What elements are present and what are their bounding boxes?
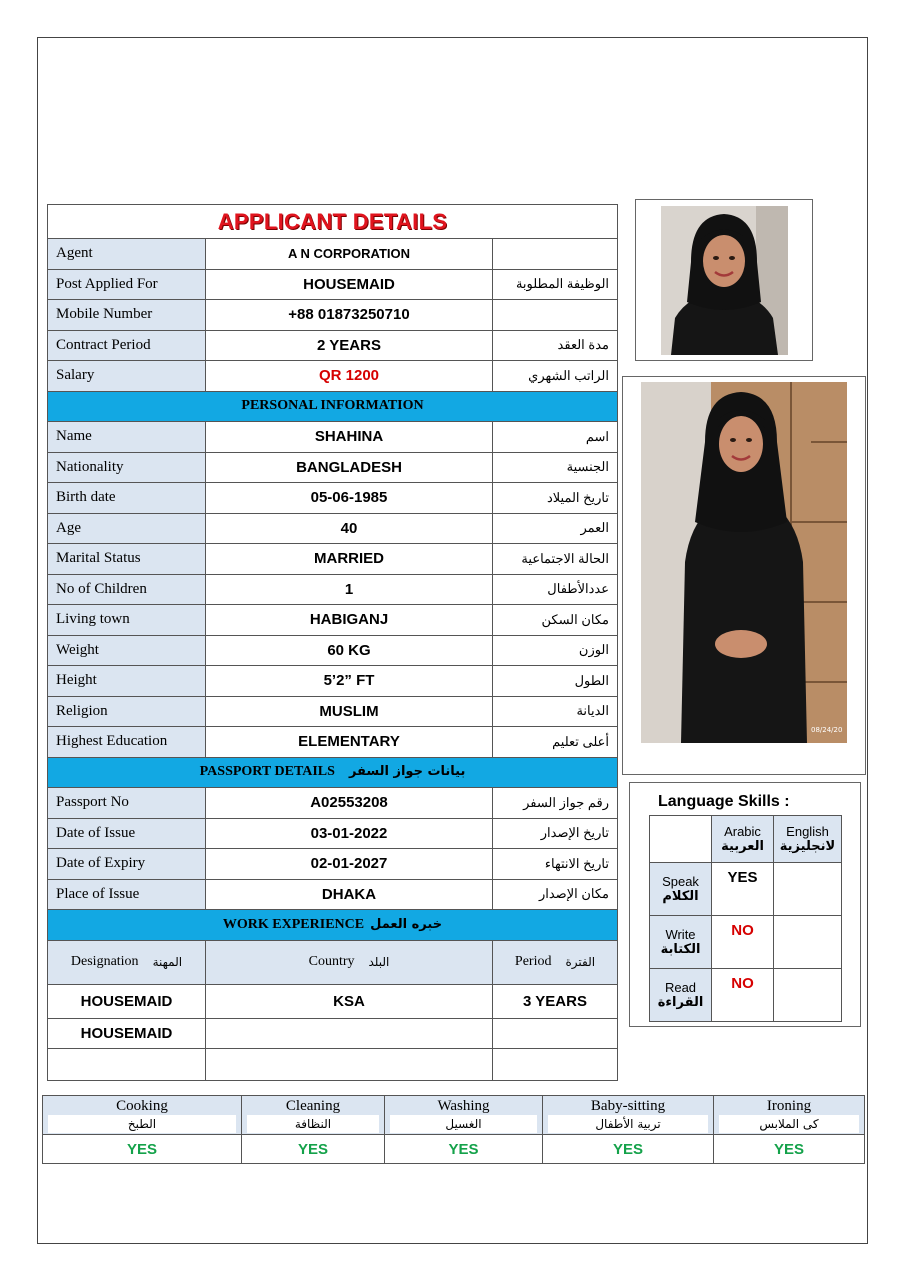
field-value: BANGLADESH (206, 452, 493, 483)
field-arabic: الوظيفة المطلوبة (493, 269, 618, 300)
field-label: Post Applied For (48, 269, 206, 300)
empty-cell (650, 816, 712, 863)
language-row-write (650, 916, 842, 969)
field-value: SHAHINA (206, 422, 493, 453)
row-agent (48, 239, 618, 270)
row-label-en: Write (665, 927, 696, 942)
field-label: Living town (48, 605, 206, 636)
col-label-ar: لانجليزية (779, 839, 836, 854)
skill-label-ar: كى الملابس (719, 1115, 859, 1133)
field-arabic: أعلى تعليم (493, 727, 618, 758)
field-arabic: تاريخ الانتهاء (493, 849, 618, 880)
work-designation (48, 1049, 206, 1081)
row-label-ar: القراءة (657, 995, 704, 1010)
field-arabic: مكان السكن (493, 605, 618, 636)
row-date-of-issue (48, 818, 618, 849)
field-value: 03-01-2022 (206, 818, 493, 849)
speak-english-value (774, 863, 842, 916)
section-work-header (48, 910, 618, 941)
field-label: Highest Education (48, 727, 206, 758)
field-arabic: اسم (493, 422, 618, 453)
read-arabic-value: NO (712, 969, 774, 1022)
field-label: Height (48, 666, 206, 697)
field-arabic: الراتب الشهري (493, 361, 618, 392)
row-post-applied (48, 269, 618, 300)
col-label: Designation (70, 954, 139, 969)
field-label: Passport No (48, 788, 206, 819)
col-label-ar: الفترة (565, 955, 596, 969)
skill-label-ar: الغسيل (390, 1115, 537, 1133)
field-label: Weight (48, 635, 206, 666)
col-country (206, 940, 493, 984)
language-skills-panel (629, 782, 861, 1027)
work-country: KSA (206, 984, 493, 1018)
field-value: ELEMENTARY (206, 727, 493, 758)
row-label (650, 863, 712, 916)
col-english (774, 816, 842, 863)
work-designation: HOUSEMAID (48, 984, 206, 1018)
work-row (48, 984, 618, 1018)
field-value: +88 01873250710 (206, 300, 493, 331)
field-arabic: تاريخ الإصدار (493, 818, 618, 849)
skill-label: Baby-sitting (590, 1098, 666, 1114)
col-designation (48, 940, 206, 984)
field-value: MUSLIM (206, 696, 493, 727)
language-header-row (650, 816, 842, 863)
language-row-speak (650, 863, 842, 916)
skill-label: Cleaning (285, 1098, 341, 1114)
skill-label-ar: تربية الأطفال (548, 1115, 708, 1133)
field-arabic: الحالة الاجتماعية (493, 544, 618, 575)
language-skills-title: Language Skills : (658, 793, 790, 810)
portrait-photo (661, 206, 788, 355)
work-period: 3 YEARS (493, 984, 618, 1018)
skill-label: Washing (437, 1098, 490, 1114)
passport-header-ar: بيانات جواز السفر (348, 764, 466, 780)
work-period (493, 1018, 618, 1049)
work-column-headers (48, 940, 618, 984)
field-value: 5’2” FT (206, 666, 493, 697)
field-label: Contract Period (48, 330, 206, 361)
row-label-ar: الكتابة (660, 942, 701, 957)
write-english-value (774, 916, 842, 969)
field-arabic: العمر (493, 513, 618, 544)
field-value: A N CORPORATION (206, 239, 493, 270)
skill-ironing (714, 1096, 865, 1135)
field-arabic: الوزن (493, 635, 618, 666)
col-label-ar: العربية (721, 839, 764, 854)
field-value: 05-06-1985 (206, 483, 493, 514)
row-name (48, 422, 618, 453)
row-mobile (48, 300, 618, 331)
skill-value: YES (43, 1135, 242, 1164)
work-row (48, 1018, 618, 1049)
field-label: Agent (48, 239, 206, 270)
row-nationality (48, 452, 618, 483)
row-label-en: Speak (662, 874, 699, 889)
speak-arabic-value: YES (712, 863, 774, 916)
skill-value: YES (242, 1135, 385, 1164)
applicant-details-table (47, 204, 618, 1081)
row-label (650, 969, 712, 1022)
section-passport-header (48, 757, 618, 788)
skill-label: Ironing (766, 1098, 812, 1114)
field-label: Mobile Number (48, 300, 206, 331)
section-personal-header: PERSONAL INFORMATION (48, 391, 618, 422)
field-label: Marital Status (48, 544, 206, 575)
work-row (48, 1049, 618, 1081)
row-weight (48, 635, 618, 666)
skill-cooking (43, 1096, 242, 1135)
field-arabic: رقم جواز السفر (493, 788, 618, 819)
skill-label-ar: الطبخ (48, 1115, 236, 1133)
row-place-of-issue (48, 879, 618, 910)
field-value: 60 KG (206, 635, 493, 666)
col-arabic (712, 816, 774, 863)
row-birth-date (48, 483, 618, 514)
work-designation: HOUSEMAID (48, 1018, 206, 1049)
fullbody-photo (641, 382, 847, 743)
row-label-ar: الكلام (662, 889, 699, 904)
col-label: English (786, 824, 829, 839)
row-height (48, 666, 618, 697)
row-age (48, 513, 618, 544)
field-label: Date of Expiry (48, 849, 206, 880)
skills-values-row (43, 1135, 865, 1164)
field-label: Date of Issue (48, 818, 206, 849)
field-value: 1 (206, 574, 493, 605)
field-label: Name (48, 422, 206, 453)
field-arabic (493, 239, 618, 270)
document-title: APPLICANT DETAILS (48, 205, 618, 239)
read-english-value (774, 969, 842, 1022)
skill-value: YES (714, 1135, 865, 1164)
photo-timestamp: 08/24/20 (811, 726, 843, 734)
field-arabic: مكان الإصدار (493, 879, 618, 910)
work-country (206, 1049, 493, 1081)
field-label: Nationality (48, 452, 206, 483)
row-date-of-expiry (48, 849, 618, 880)
col-label: Period (514, 954, 552, 969)
skill-washing (385, 1096, 543, 1135)
field-label: Birth date (48, 483, 206, 514)
row-religion (48, 696, 618, 727)
col-label: Arabic (724, 824, 761, 839)
skills-header-row (43, 1096, 865, 1135)
field-label: Age (48, 513, 206, 544)
row-living-town (48, 605, 618, 636)
skill-value: YES (543, 1135, 714, 1164)
field-arabic: عددالأطفال (493, 574, 618, 605)
skill-label-ar: النظافة (247, 1115, 379, 1133)
write-arabic-value: NO (712, 916, 774, 969)
work-header-en: WORK EXPERIENCE (222, 916, 365, 932)
field-arabic: الطول (493, 666, 618, 697)
skill-value: YES (385, 1135, 543, 1164)
language-skills-table (649, 815, 842, 1022)
row-passport-no (48, 788, 618, 819)
language-row-read (650, 969, 842, 1022)
row-salary (48, 361, 618, 392)
work-period (493, 1049, 618, 1081)
field-value: HOUSEMAID (206, 269, 493, 300)
salary-value: QR 1200 (206, 361, 493, 392)
field-arabic (493, 300, 618, 331)
row-label-en: Read (664, 980, 697, 995)
portrait-photo-image (661, 206, 788, 355)
field-label: No of Children (48, 574, 206, 605)
skill-label: Cooking (116, 1098, 168, 1114)
col-label-ar: المهنة (152, 955, 183, 969)
row-contract (48, 330, 618, 361)
fullbody-photo-image (641, 382, 847, 743)
col-label-ar: البلد (368, 955, 390, 969)
skill-cleaning (242, 1096, 385, 1135)
col-label: Country (308, 954, 355, 969)
field-value: HABIGANJ (206, 605, 493, 636)
field-label: Salary (48, 361, 206, 392)
field-value: DHAKA (206, 879, 493, 910)
field-value: MARRIED (206, 544, 493, 575)
work-header-ar: خبره العمل (370, 916, 443, 932)
passport-header-en: PASSPORT DETAILS (199, 764, 335, 780)
row-marital-status (48, 544, 618, 575)
field-value: 40 (206, 513, 493, 544)
skill-baby-sitting (543, 1096, 714, 1135)
row-label (650, 916, 712, 969)
field-value: A02553208 (206, 788, 493, 819)
field-value: 2 YEARS (206, 330, 493, 361)
field-arabic: تاريخ الميلاد (493, 483, 618, 514)
work-country (206, 1018, 493, 1049)
field-value: 02-01-2027 (206, 849, 493, 880)
col-period (493, 940, 618, 984)
row-education (48, 727, 618, 758)
field-label: Place of Issue (48, 879, 206, 910)
field-arabic: الجنسية (493, 452, 618, 483)
field-label: Religion (48, 696, 206, 727)
field-arabic: مدة العقد (493, 330, 618, 361)
field-arabic: الديانة (493, 696, 618, 727)
skills-table (42, 1095, 865, 1164)
row-children (48, 574, 618, 605)
